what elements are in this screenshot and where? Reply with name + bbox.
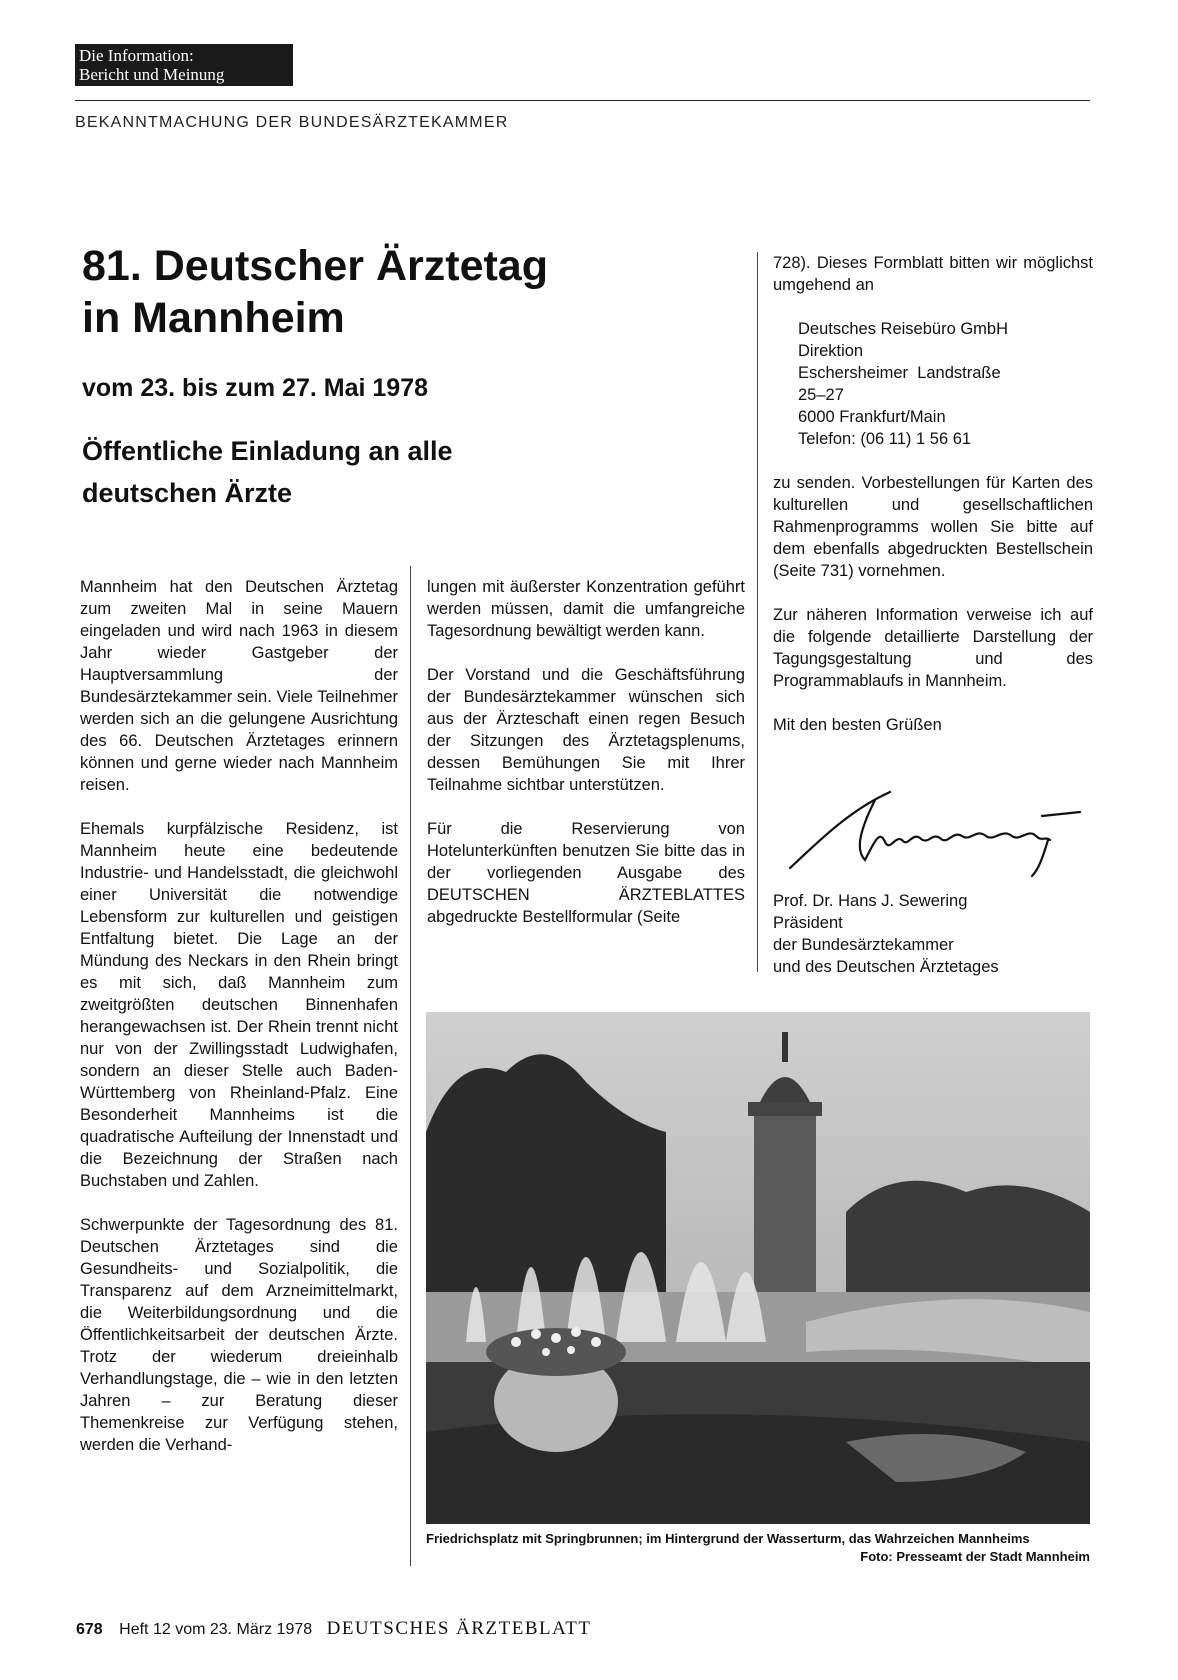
address-line: Telefon: (06 11) 1 56 61 — [798, 430, 972, 448]
closing: Mit den besten Grüßen — [773, 716, 942, 734]
column-divider-2 — [757, 252, 758, 972]
address-line: Deutsches Reisebüro GmbH — [798, 320, 1009, 338]
article-subtitle: vom 23. bis zum 27. Mai 1978 — [82, 374, 428, 402]
signature-block — [773, 890, 1093, 978]
address-line: Direktion — [798, 342, 864, 360]
column-divider-1 — [410, 566, 411, 1566]
paragraph: Mannheim hat den Deutschen Ärztetag zum zweiten Mal in seine Mauern eingeladen und wird nach 1963 in diesem Jahr wieder Gastgeber der Hauptversammlung der Bundesärztekammer sein. Viele Teilnehmer werden sich an die gelungene Ausrichtung des 66. Deutschen Ärztetages erinnern können und gerne wieder nach Mannheim reisen. — [80, 578, 398, 794]
top-divider — [75, 100, 1090, 101]
paragraph: Zur näheren Information verweise ich auf die folgende detaillierte Darstellung der Tagungsgestaltung und des Programmablaufs in Mannheim. — [773, 606, 1093, 690]
magazine-name: DEUTSCHES ÄRZTEBLATT — [326, 1618, 592, 1639]
section-badge — [75, 44, 293, 86]
badge-line-2: Bericht und Meinung — [79, 65, 225, 84]
title-line-2: in Mannheim — [82, 294, 345, 342]
paragraph: Für die Reservierung von Hotelunterkünften benutzen Sie bitte das in der vorliegenden Ausgabe des DEUTSCHEN ÄRZTEBLATTES abgedruckte Bestellformular (Seite — [427, 820, 745, 926]
photo-credit: Foto: Presseamt der Stadt Mannheim — [860, 1549, 1090, 1564]
caption-text: Friedrichsplatz mit Springbrunnen; im Hintergrund der Wasserturm, das Wahrzeichen Mannheims — [426, 1531, 1030, 1546]
page-footer — [76, 1618, 591, 1640]
text-column-3 — [773, 252, 1093, 758]
paragraph: Ehemals kurpfälzische Residenz, ist Mannheim heute eine bedeutende Industrie- und Handelsstadt, die gleichwohl einer Universität die notwendige Lebensform zur kulturellen und geistigen Entfaltung bietet. Die Lage an der Mündung des Neckars in den Rhein bringt es mit sich, daß Mannheim zum zweitgrößten deutschen Binnenhafen herangewachsen ist. Der Rhein trennt nicht nur von der Zwillingsstadt Ludwighafen, sondern an dieser Stelle auch Baden-Württemberg von Rheinland-Pfalz. Eine Besonderheit Mannheims ist die quadratische Aufteilung der Innenstadt und die Bezeichnung der Straßen nach Buchstaben und Zahlen. — [80, 820, 398, 1190]
section-label: BEKANNTMACHUNG DER BUNDESÄRZTEKAMMER — [75, 114, 509, 131]
address-line: 25–27 — [798, 386, 844, 404]
paragraph: 728). Dieses Formblatt bitten wir möglichst umgehend an — [773, 254, 1093, 294]
handwritten-signature — [780, 780, 1100, 880]
text-column-2 — [427, 576, 745, 950]
signer-name: Prof. Dr. Hans J. Sewering — [773, 892, 968, 910]
invitation-heading — [82, 430, 702, 514]
signer-role: Präsident — [773, 914, 843, 932]
address-line: Eschersheimer Landstraße — [798, 364, 1001, 382]
address-line: 6000 Frankfurt/Main — [798, 408, 946, 426]
photo-caption — [426, 1530, 1090, 1566]
paragraph: Schwerpunkte der Tagesordnung des 81. Deutschen Ärztetages sind die Gesundheits- und Sozialpolitik, die Transparenz auf dem Arzneimittelmarkt, die Weiterbildungsordnung und die Öffentlichkeitsarbeit der deutschen Ärzte. Trotz der wiederum dreieinhalb Verhandlungstage, die – wie in den letzten Jahren – zur Beratung dieser Themenkreise zur Verfügung stehen, werden die Verhand- — [80, 1216, 398, 1454]
issue-info: Heft 12 vom 23. März 1978 — [119, 1621, 313, 1638]
paragraph: Der Vorstand und die Geschäftsführung der Bundesärztekammer wünschen sich aus der Ärzteschaft einen regen Besuch der Sitzungen des Ärztetagsplenums, dessen Bemühungen Sie mit Ihrer Teilnahme sichtbar unterstützen. — [427, 666, 745, 794]
title-line-1: 81. Deutscher Ärztetag — [82, 242, 548, 290]
invite-line-1: Öffentliche Einladung an alle — [82, 436, 453, 466]
photo-friedrichsplatz — [426, 1012, 1090, 1524]
signer-role: und des Deutschen Ärztetages — [773, 958, 999, 976]
text-column-1 — [80, 576, 398, 1478]
article-title — [82, 240, 722, 344]
page-number: 678 — [76, 1621, 103, 1638]
paragraph: zu senden. Vorbestellungen für Karten des kulturellen und gesellschaftlichen Rahmenprogramms wollen Sie bitte auf dem ebenfalls abgedruckten Bestellschein (Seite 731) vornehmen. — [773, 474, 1093, 580]
address-block — [798, 318, 1093, 450]
badge-line-1: Die Information: — [79, 46, 194, 65]
invite-line-2: deutschen Ärzte — [82, 478, 293, 508]
signer-role: der Bundesärztekammer — [773, 936, 954, 954]
paragraph: lungen mit äußerster Konzentration geführt werden müssen, damit die umfangreiche Tagesordnung bewältigt werden kann. — [427, 578, 745, 640]
